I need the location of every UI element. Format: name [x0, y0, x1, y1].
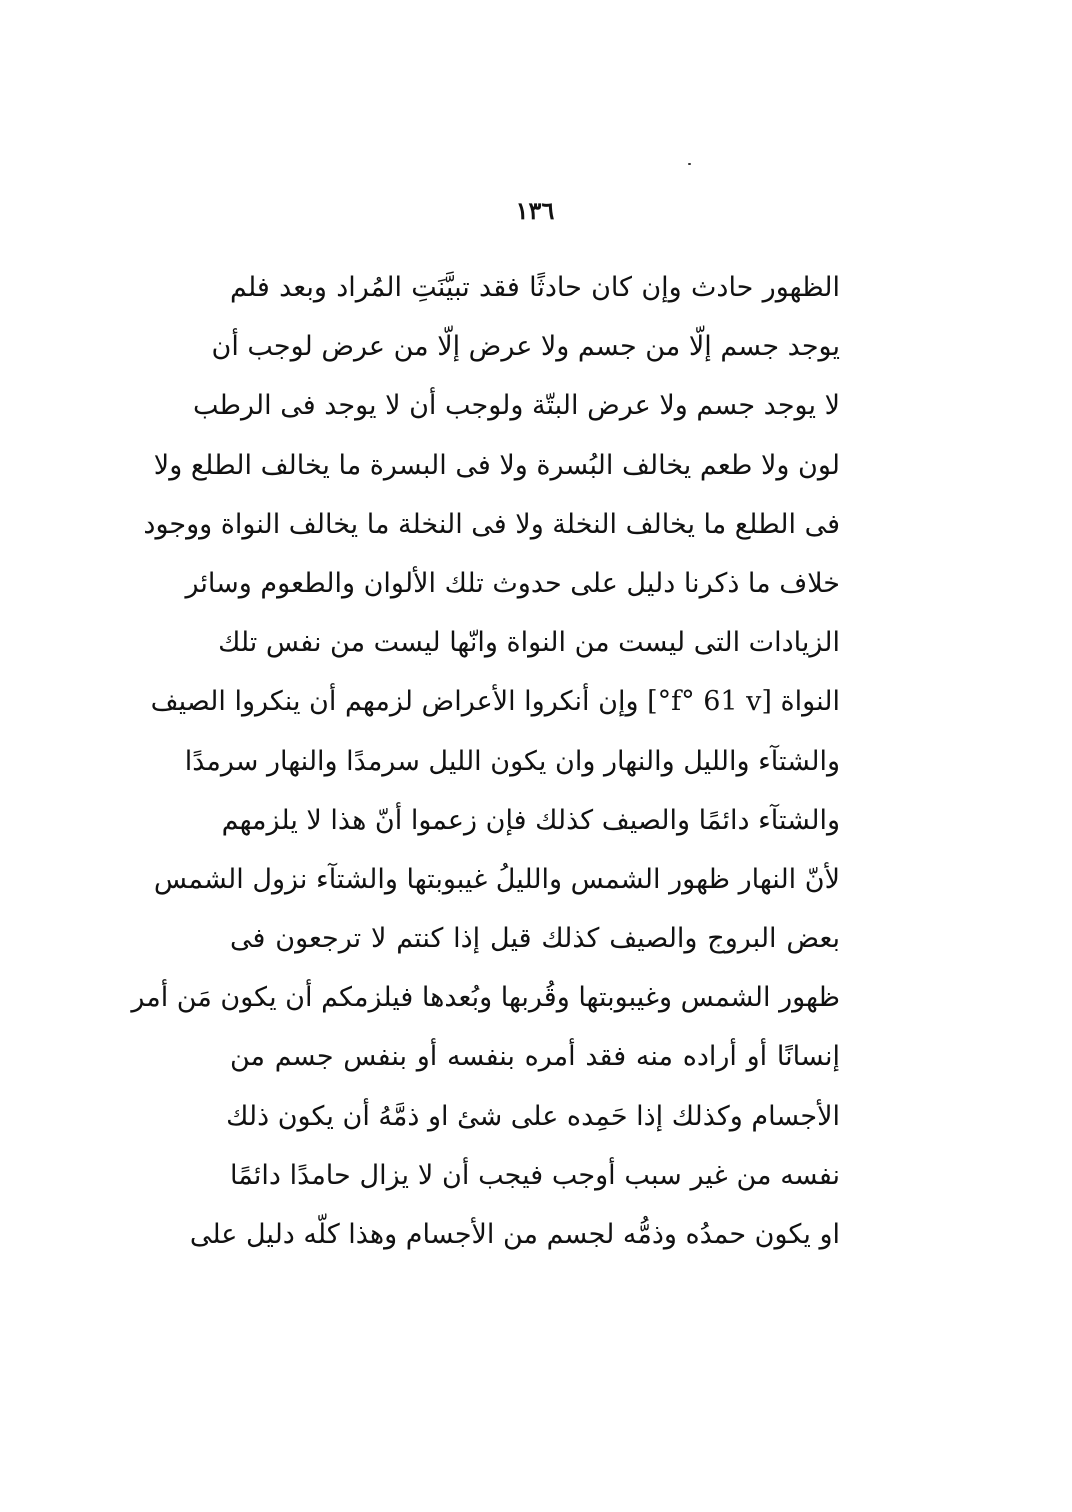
text-line: بعض البروج والصيف كذلك قيل إذا كنتم لا ترجعون فى — [230, 923, 840, 955]
page-number: ١٣٦ — [515, 196, 555, 225]
text-line: او يكون حمدُه وذمُّه لجسم من الأجسام وهذا كلّه دليل على — [189, 1219, 840, 1250]
text-line: الزيادات التى ليست من النواة وانّها ليست من نفس تلك — [218, 627, 840, 659]
text-line: النواة [f° 61 v°] وإن أنكروا الأعراض لزمهم أن ينكروا الصيف — [150, 686, 840, 718]
text-line: لا يوجد جسم ولا عرض البتّة ولوجب أن لا يوجد فى الرطب — [193, 390, 840, 422]
text-line: نفسه من غير سبب أوجب فيجب أن لا يزال حامدًا دائمًا — [230, 1159, 840, 1191]
text-line: فى الطلع ما يخالف النخلة ولا فى النخلة ما يخالف النواة ووجود — [143, 508, 840, 540]
text-line: خلاف ما ذكرنا دليل على حدوث تلك الألوان والطعوم وسائر — [185, 567, 840, 599]
text-line: والشتآء دائمًا والصيف كذلك فإن زعموا أنّ هذا لا يلزمهم — [221, 804, 840, 836]
text-line: لأنّ النهار ظهور الشمس والليلُ غيبوبتها والشتآء نزول الشمس — [153, 863, 840, 895]
text-line: يوجد جسم إلّا من جسم ولا عرض إلّا من عرض لوجب أن — [211, 331, 840, 363]
text-line: ظهور الشمس وغيبوبتها وقُربها وبُعدها فيلزمكم أن يكون مَن أمر — [131, 982, 840, 1014]
text-line: لون ولا طعم يخالف البُسرة ولا فى البسرة ما يخالف الطلع ولا — [153, 449, 840, 481]
text-line: الأجسام وكذلك إذا حَمِده على شئ او ذمَّهُ أن يكون ذلك — [226, 1100, 840, 1132]
body-text — [131, 258, 840, 1264]
text-line: الظهور حادث وإن كان حادثًا فقد تبيَّنَتِ المُراد وبعد فلم — [230, 272, 840, 303]
ink-speck — [688, 163, 691, 165]
text-line: إنسانًا أو أراده منه فقد أمره بنفسه أو بنفس جسم من — [230, 1041, 840, 1073]
text-line: والشتآء والليل والنهار وان يكون الليل سرمدًا والنهار سرمدًا — [184, 745, 840, 777]
